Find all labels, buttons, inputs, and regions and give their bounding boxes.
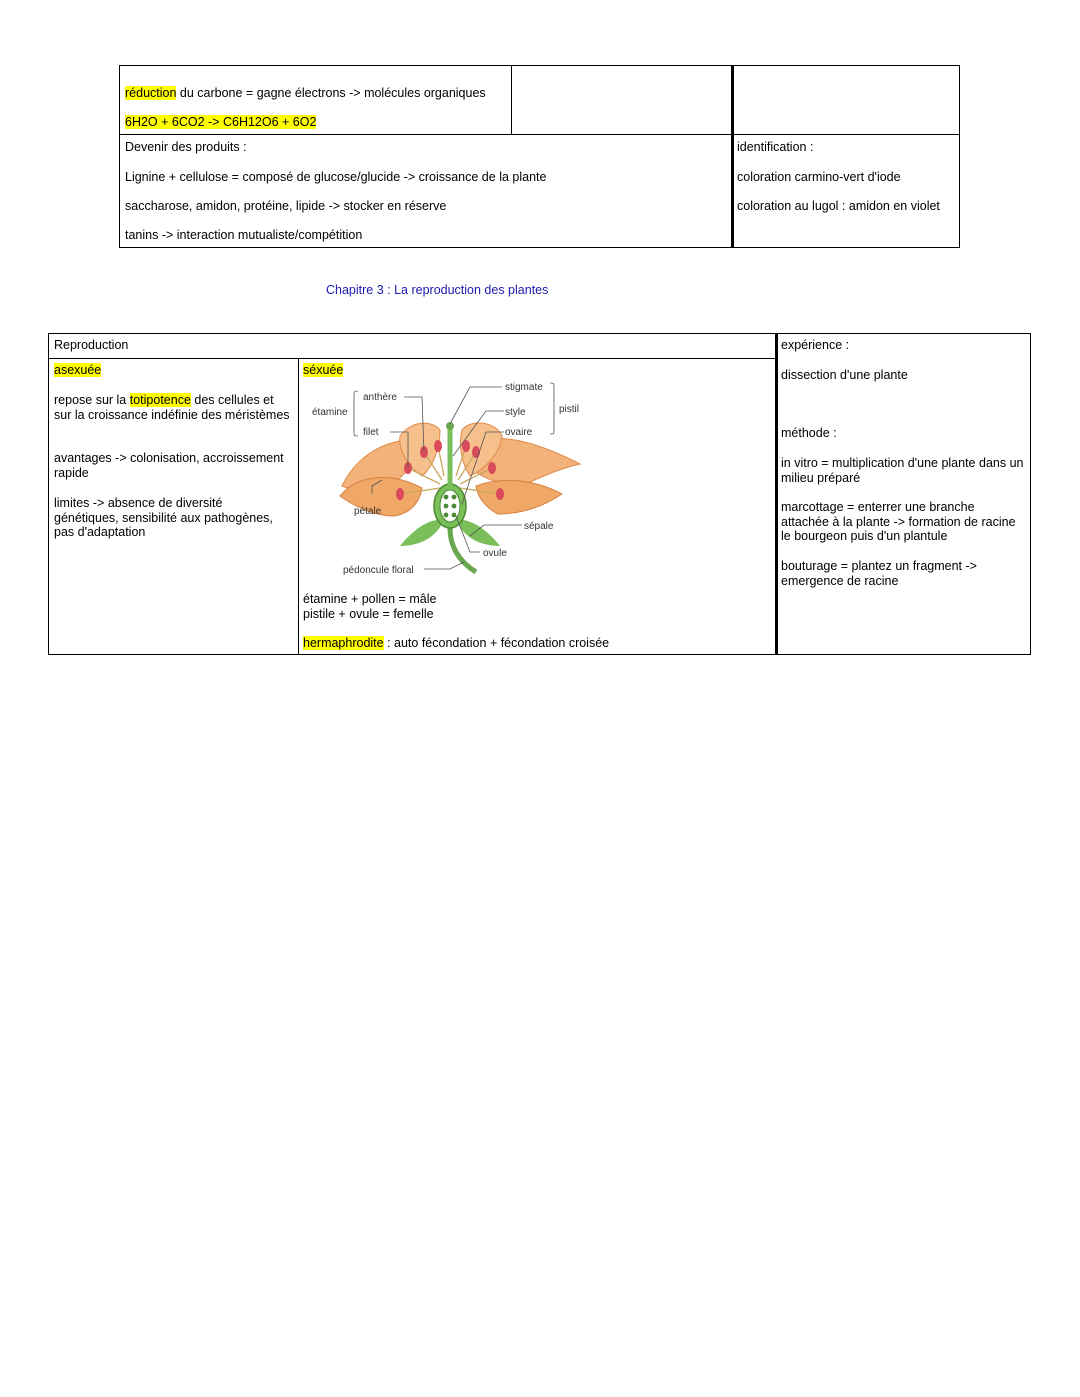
label-style: style	[505, 407, 526, 418]
methode-bouturage: bouturage = plantez un fragment -> emergence de racine	[781, 559, 977, 588]
hermaphrodite-text: : auto fécondation + fécondation croisée	[383, 636, 610, 650]
equation: 6H2O + 6CO2 -> C6H12O6 + 6O2	[125, 115, 317, 129]
flower-diagram	[300, 376, 600, 581]
experience-item-1: dissection d'une plante	[781, 368, 908, 382]
identification-title: identification :	[737, 140, 814, 154]
identification-item-1: coloration carmino-vert d'iode	[737, 170, 901, 184]
anther-2	[396, 488, 404, 500]
experience-title: expérience :	[781, 338, 850, 352]
sexuee-highlight: séxuée	[303, 363, 344, 377]
anther-5	[496, 488, 504, 500]
methode-marcottage: marcottage = enterrer une branche attachée à la plante -> formation de racine le bourgeon puis d'un plantule	[781, 500, 1016, 543]
asexuee-title	[54, 363, 101, 378]
asexuee-p1-after: des cellules et sur la croissance indéfinie des méristèmes	[54, 393, 290, 422]
devenir-title: Devenir des produits :	[125, 140, 247, 154]
label-etamine: étamine	[312, 407, 348, 418]
sexuee-line-1: étamine + pollen = mâle	[303, 592, 437, 606]
label-petale: pétale	[354, 506, 382, 517]
devenir-item-1: Lignine + cellulose = composé de glucose/glucide -> croissance de la plante	[125, 170, 547, 184]
anther-6	[472, 446, 480, 458]
devenir-item-2: saccharose, amidon, protéine, lipide -> stocker en réserve	[125, 199, 447, 213]
devenir-item-3: tanins -> interaction mutualiste/compétition	[125, 228, 363, 242]
anther-4	[488, 462, 496, 474]
asexuee-highlight: asexuée	[54, 363, 102, 377]
top-divider	[731, 65, 734, 248]
label-anthere: anthère	[363, 392, 397, 403]
anther-7	[434, 440, 442, 452]
asexuee-p1-before: repose sur la	[54, 393, 130, 407]
reduction-highlight: réduction	[125, 86, 177, 100]
methode-invitro: in vitro = multiplication d'une plante dans un milieu préparé	[781, 456, 1024, 485]
asexuee-p1	[54, 393, 290, 422]
identification-item-2: coloration au lugol : amidon en violet	[737, 199, 940, 213]
label-ovule: ovule	[483, 548, 507, 559]
sepal-left	[400, 520, 444, 546]
label-filet: filet	[363, 427, 379, 438]
sexuee-line-2: pistile + ovule = femelle	[303, 607, 434, 621]
repro-divider	[775, 333, 778, 655]
style	[448, 428, 453, 486]
label-ovaire: ovaire	[505, 427, 533, 438]
ovary-inner	[440, 490, 460, 522]
totipotence-highlight: totipotence	[129, 393, 191, 407]
equation-line	[125, 115, 316, 130]
petal-front-right	[476, 480, 562, 514]
repro-header: Reproduction	[54, 338, 129, 352]
top-cell-c	[732, 65, 960, 135]
label-sepale: sépale	[524, 521, 554, 532]
top-cell-b	[511, 65, 733, 135]
repro-header-cell	[48, 333, 777, 359]
reduction-text: du carbone = gagne électrons -> molécules organiques	[176, 86, 486, 100]
asexuee-p3: limites -> absence de diversité génétiques, sensibilité aux pathogènes, pas d'adaptation	[54, 496, 273, 539]
chapter-title: Chapitre 3 : La reproduction des plantes	[326, 283, 549, 297]
label-pedoncule: pédoncule floral	[343, 565, 414, 576]
hermaphrodite-line	[303, 636, 609, 651]
label-pistil: pistil	[559, 404, 580, 415]
label-stigmate: stigmate	[505, 382, 543, 393]
methode-title: méthode :	[781, 426, 837, 440]
reduction-line	[125, 86, 486, 101]
asexuee-p2: avantages -> colonisation, accroissement rapide	[54, 451, 284, 480]
hermaphrodite-highlight: hermaphrodite	[303, 636, 384, 650]
